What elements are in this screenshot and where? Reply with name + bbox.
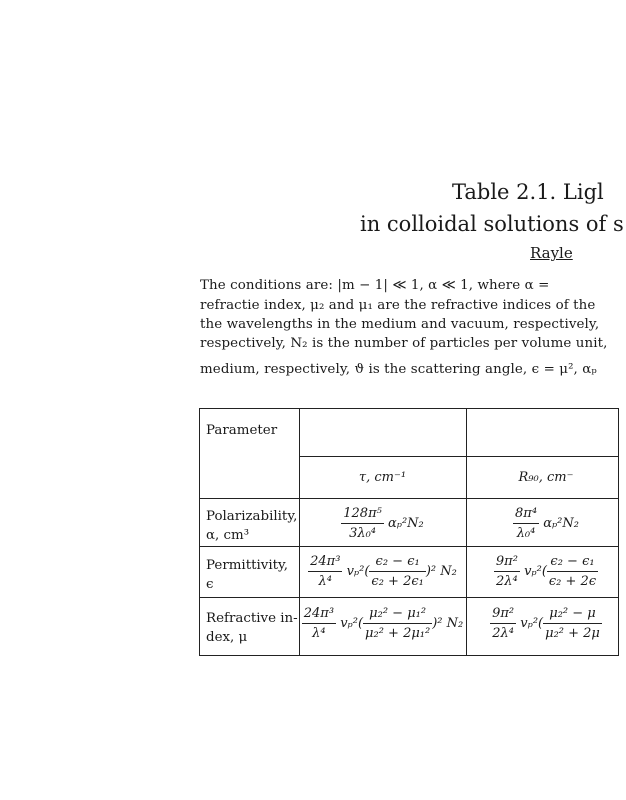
formula-denominator: λ⁴ <box>318 574 332 589</box>
formula-permittivity-tau: $\frac{\text{24π³}}{\text{λ⁴}}$ vₚ²( $\frac{\text{ϵ₂ − ϵ₁}}{\text{ϵ₂ + 2ϵ₁}}$ )² N₂ <box>310 554 457 589</box>
formula-tail: αₚ²N₂ <box>543 516 579 531</box>
table-caption-line2: in colloidal solutions of s <box>360 212 624 236</box>
row-label-line2: α, cm³ <box>206 528 250 543</box>
paragraph-line-5: medium, respectively, ϑ is the scattering angle, ϵ = μ², αₚ <box>200 362 597 377</box>
header-col-tau: τ, cm⁻¹ <box>358 470 407 485</box>
formula-mid: vₚ² <box>346 564 365 579</box>
row-label-line1: Permittivity, <box>206 558 289 573</box>
formula-mid: vₚ² <box>520 616 539 631</box>
table-divider-header <box>200 498 618 499</box>
row-label-refractive-index <box>206 609 298 647</box>
formula-inner-numerator: μ₂² − μ₁² <box>363 604 432 624</box>
formula-denominator: λ₀⁴ <box>516 526 536 541</box>
header-parameter: Parameter <box>206 423 278 438</box>
formula-permittivity-r90: $\frac{\text{9π²}}{\text{2λ⁴}}$ vₚ²( $\frac{\text{ϵ₂ − ϵ₁}}{\text{ϵ₂ + 2ϵ}}$ <box>495 554 597 589</box>
formula-tail: N₂ <box>446 616 464 631</box>
formula-inner-numerator: ϵ₂ − ϵ₁ <box>369 552 425 572</box>
formula-polarizability-r90 <box>466 504 626 543</box>
formula-numerator: 128π⁵ <box>341 504 384 524</box>
header-col-r90: R₉₀, cm⁻ <box>518 470 574 485</box>
table-caption-line1: Table 2.1. Ligl <box>452 180 604 204</box>
formula-mid: vₚ² <box>340 616 358 631</box>
table-divider-subheader <box>299 456 618 457</box>
formula-inner-denominator: ϵ₂ + 2ϵ <box>548 574 597 589</box>
formula-tail: N₂ <box>440 564 457 579</box>
formula-tail: αₚ²N₂ <box>387 516 424 531</box>
formula-inner-denominator: ϵ₂ + 2ϵ₁ <box>371 574 424 589</box>
formula-numerator: 24π³ <box>308 552 342 572</box>
formula-inner-numerator: μ₂² − μ <box>543 604 602 624</box>
formula-polarizability-tau <box>299 504 466 543</box>
formula-numerator: 9π² <box>494 552 520 572</box>
table-divider-row2 <box>200 597 618 598</box>
formula-inner-denominator: μ₂² + 2μ₁² <box>365 626 431 641</box>
paragraph-line-4: respectively, N₂ is the number of particles per volume unit, <box>200 336 608 351</box>
paragraph-line-2: refractie index, μ₂ and μ₁ are the refractive indices of the <box>200 298 596 313</box>
table-divider-row1 <box>200 546 618 547</box>
formula-numerator: 24π³ <box>302 604 336 624</box>
row-label-line2: dex, μ <box>206 630 248 645</box>
formula-denominator: 3λ₀⁴ <box>349 526 376 541</box>
formula-inner-denominator: μ₂² + 2μ <box>545 626 600 641</box>
row-label-line1: Polarizability, <box>206 509 298 524</box>
formula-numerator: 9π² <box>490 604 516 624</box>
formula-refractive-tau: $\frac{\text{24π³}}{\text{λ⁴}}$ vₚ²( $\frac{\text{μ₂² − μ₁²}}{\text{μ₂² + 2μ₁²}}$ )² N₂ <box>303 606 464 641</box>
formula-inner-numerator: ϵ₂ − ϵ₁ <box>547 552 598 572</box>
paragraph-line-1: The conditions are: |m − 1| ≪ 1, α ≪ 1, where α = <box>200 278 550 293</box>
data-table <box>199 408 619 656</box>
paragraph-line-3: the wavelengths in the medium and vacuum, respectively, <box>200 317 600 332</box>
formula-denominator: 2λ⁴ <box>496 574 518 589</box>
formula-denominator: λ⁴ <box>312 626 326 641</box>
formula-numerator: 8π⁴ <box>513 504 539 524</box>
formula-refractive-r90: $\frac{\text{9π²}}{\text{2λ⁴}}$ vₚ²( $\frac{\text{μ₂² − μ}}{\text{μ₂² + 2μ}}$ <box>492 606 600 641</box>
formula-mid: vₚ² <box>524 564 542 579</box>
row-label-permittivity <box>206 556 288 594</box>
row-label-line1: Refractive in- <box>206 611 298 626</box>
row-label-line2: ϵ <box>206 577 214 592</box>
row-label-polarizability <box>206 507 297 545</box>
formula-denominator: 2λ⁴ <box>492 626 514 641</box>
table-caption-line3: Rayle <box>530 244 573 262</box>
